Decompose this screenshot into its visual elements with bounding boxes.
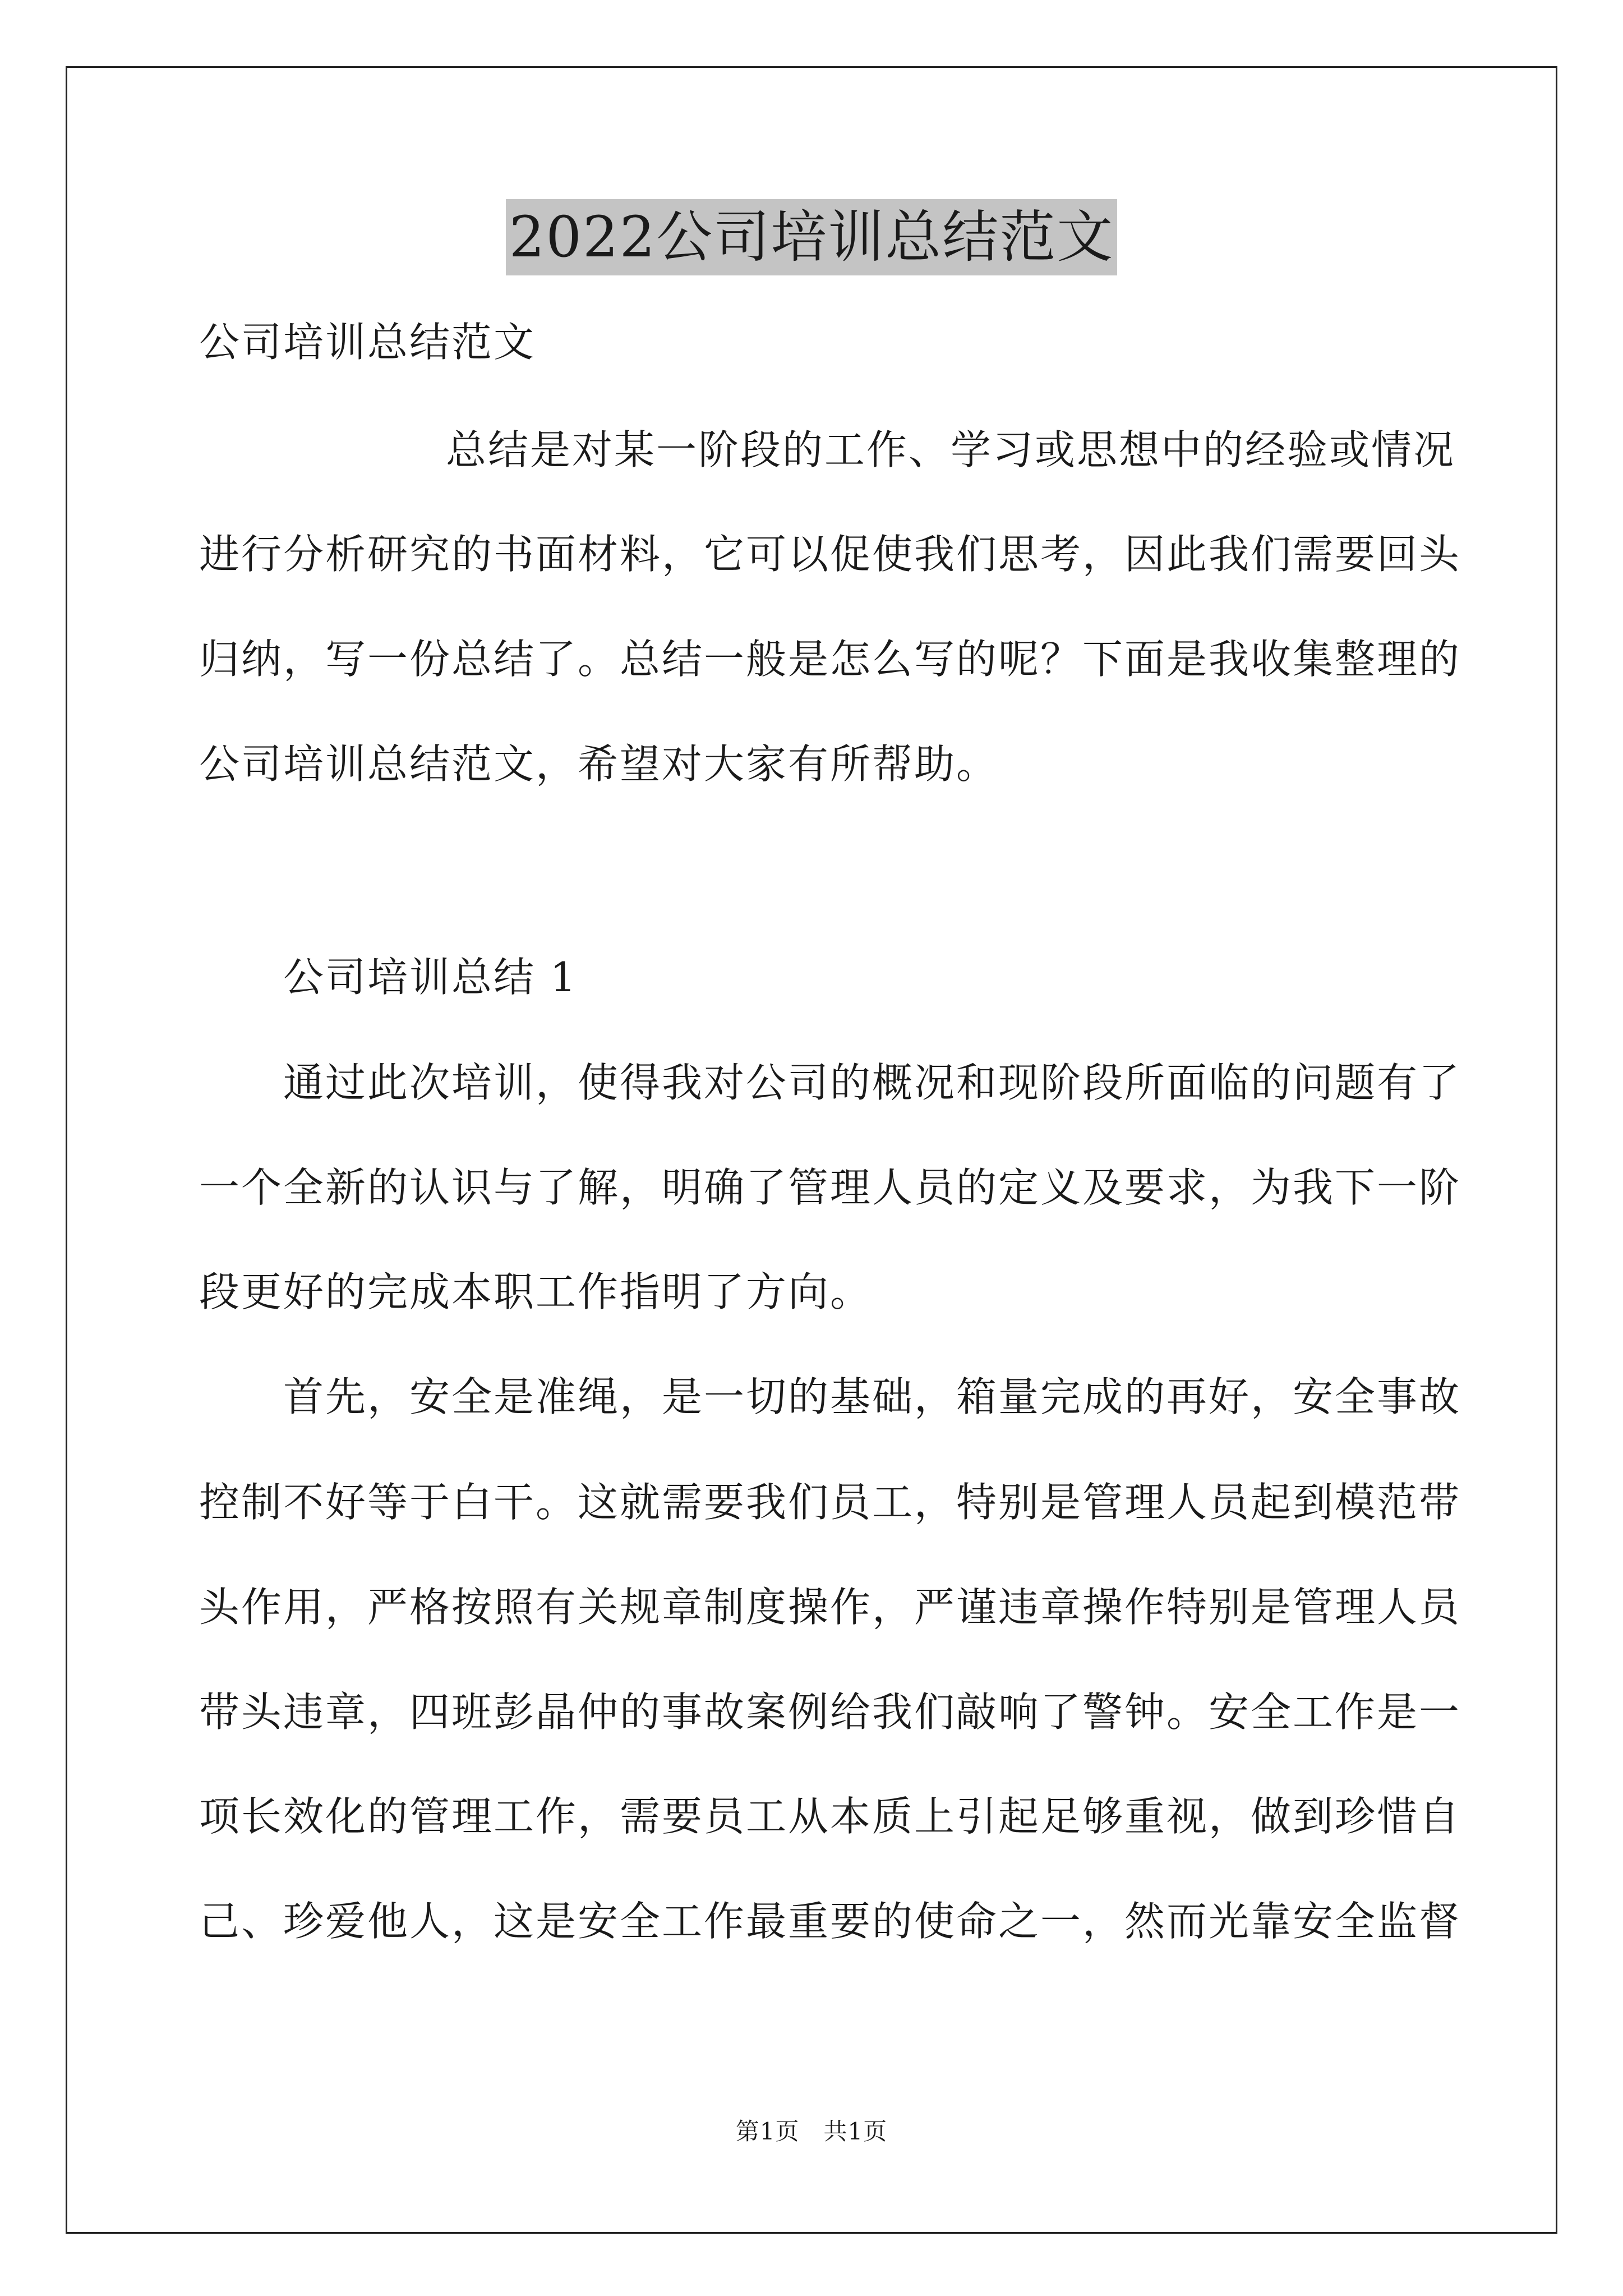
- document-subtitle: 公司培训总结范文: [199, 319, 536, 366]
- intro-line-4: 公司培训总结范文，希望对大家有所帮助。: [199, 740, 999, 788]
- para2-line-6: 己、珍爱他人，这是安全工作最重要的使命之一，然而光靠安全监督: [199, 1898, 1461, 1945]
- para2-line-5: 项长效化的管理工作，需要员工从本质上引起足够重视，做到珍惜自: [199, 1793, 1461, 1840]
- intro-line-3: 归纳，写一份总结了。总结一般是怎么写的呢？下面是我收集整理的: [199, 636, 1461, 683]
- section-heading: 公司培训总结 1: [283, 954, 578, 1001]
- title-container: [0, 199, 1623, 275]
- page-footer: [0, 2115, 1623, 2148]
- para1-line-1: 通过此次培训，使得我对公司的概况和现阶段所面临的问题有了: [283, 1059, 1461, 1106]
- intro-line-2: 进行分析研究的书面材料，它可以促使我们思考，因此我们需要回头: [199, 531, 1461, 578]
- para1-line-3: 段更好的完成本职工作指明了方向。: [199, 1268, 873, 1315]
- intro-line-1: 总结是对某一阶段的工作、学习或思想中的经验或情况: [446, 426, 1456, 473]
- para1-line-2: 一个全新的认识与了解，明确了管理人员的定义及要求，为我下一阶: [199, 1164, 1461, 1211]
- para2-line-1: 首先，安全是准绳，是一切的基础，箱量完成的再好，安全事故: [283, 1373, 1461, 1420]
- para2-line-4: 带头违章，四班彭晶仲的事故案例给我们敲响了警钟。安全工作是一: [199, 1688, 1461, 1736]
- document-title: 2022公司培训总结范文: [506, 199, 1118, 275]
- page-number: 第1页 共1页: [735, 2118, 888, 2145]
- para2-line-2: 控制不好等于白干。这就需要我们员工，特别是管理人员起到模范带: [199, 1479, 1461, 1526]
- para2-line-3: 头作用，严格按照有关规章制度操作，严谨违章操作特别是管理人员: [199, 1584, 1461, 1631]
